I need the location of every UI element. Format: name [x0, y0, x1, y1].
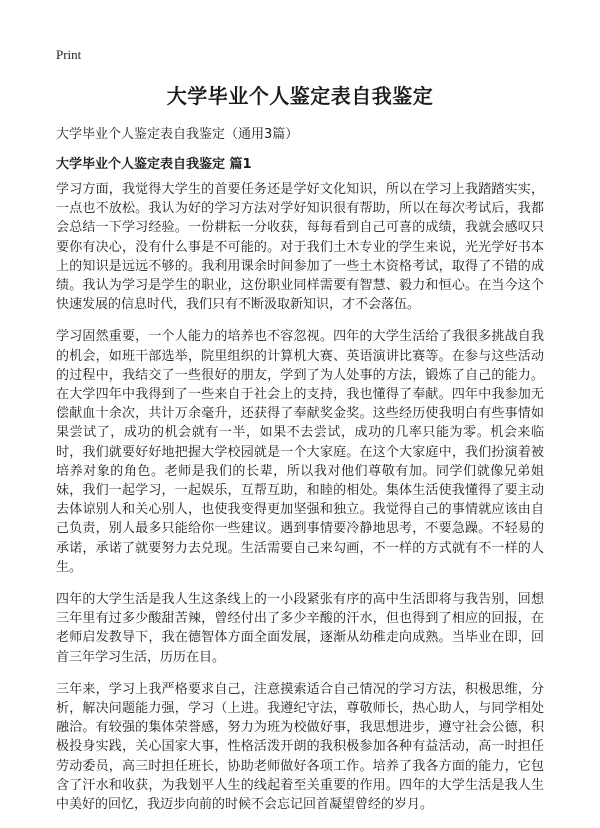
paragraph-3: 四年的大学生活是我人生这条线上的一小段紧张有序的高中生活即将与我告别，回想三年里有过多少酸甜苦辣，曾经付出了多少辛酸的汗水，但也得到了相应的回报，在老师启发教导下，我在德智体方面全面发展，逐渐从幼稚走向成熟。当毕业在即，回首三年学习生活，历历在目。	[56, 592, 544, 665]
section-heading: 大学毕业个人鉴定表自我鉴定 篇1	[56, 157, 252, 172]
article-body	[56, 180, 544, 827]
paragraph-4: 三年来，学习上我严格要求自己，注意摸索适合自己情况的学习方法，积极思维，分析，解决问题能力强，学习（上进。我遵纪守法，尊敬师长，热心助人，与同学相处融洽。有较强的集体荣誉感，努力为班为校做好事，我思想进步，遵守社会公德，积极投身实践，关心国家大事，性格活泼开朗的我积极参加各种有益活动，高一时担任劳动委员，高三时担任班长，协助老师做好各项工作。培养了我各方面的能力，它包含了汗水和收获，为我划平人生的线起着至关重要的作用。四年的大学生活是我人生中美好的回忆，我迈步向前的时候不会忘记回首凝望曾经的岁月。	[56, 681, 544, 813]
paragraph-2: 学习固然重要，一个人能力的培养也不容忽视。四年的大学生活给了我很多挑战自我的机会，如班干部选举，院里组织的计算机大赛、英语演讲比赛等。在参与这些活动的过程中，我结交了一些很好的朋友，学到了为人处事的方法，锻炼了自己的能力。在大学四年中我得到了一些来自于社会上的支持，我也懂得了奉献。四年中我参加无偿献血十余次，共计万余毫升，还获得了奉献奖金奖。这些经历使我明白有些事情如果尝试了，成功的机会就有一半，如果不去尝试，成功的几率只能为零。机会来临时，我们就要好好地把握大学校园就是一个大家庭。在这个大家庭中，我们扮演着被培养对象的角色。老师是我们的长辈，所以我对他们尊敬有加。同学们就像兄弟姐妹，我们一起学习，一起娱乐，互帮互助，和睦的相处。集体生活使我懂得了要主动去体谅别人和关心别人，也使我变得更加坚强和独立。我觉得自己的事情就应该由自己负责，别人最多只能给你一些建议。遇到事情要冷静地思考，不要急躁。不轻易的承诺，承诺了就要努力去兑现。生活需要自己来勾画，不一样的方式就有不一样的人生。	[56, 329, 544, 575]
document-title: 大学毕业个人鉴定表自我鉴定	[166, 84, 434, 108]
paragraph-1: 学习方面，我觉得大学生的首要任务还是学好文化知识，所以在学习上我踏踏实实，一点也不放松。我认为好的学习方法对学好知识很有帮助，所以在每次考试后，我都会总结一下学习经验。一份耕耘一分收获，每每看到自己可喜的成绩，我就会感叹只要你有决心，没有什么事是不可能的。对于我们土木专业的学生来说，光光学好书本上的知识是远远不够的。我利用课余时间参加了一些土木资格考试，取得了不错的成绩。我认为学习是学生的职业，这份职业同样需要有智慧、毅力和恒心。在当今这个快速发展的信息时代，我们只有不断汲取新知识，才不会落伍。	[56, 182, 544, 313]
document-subtitle: 大学毕业个人鉴定表自我鉴定（通用3篇）	[56, 127, 299, 142]
print-link[interactable]: Print	[56, 47, 82, 62]
